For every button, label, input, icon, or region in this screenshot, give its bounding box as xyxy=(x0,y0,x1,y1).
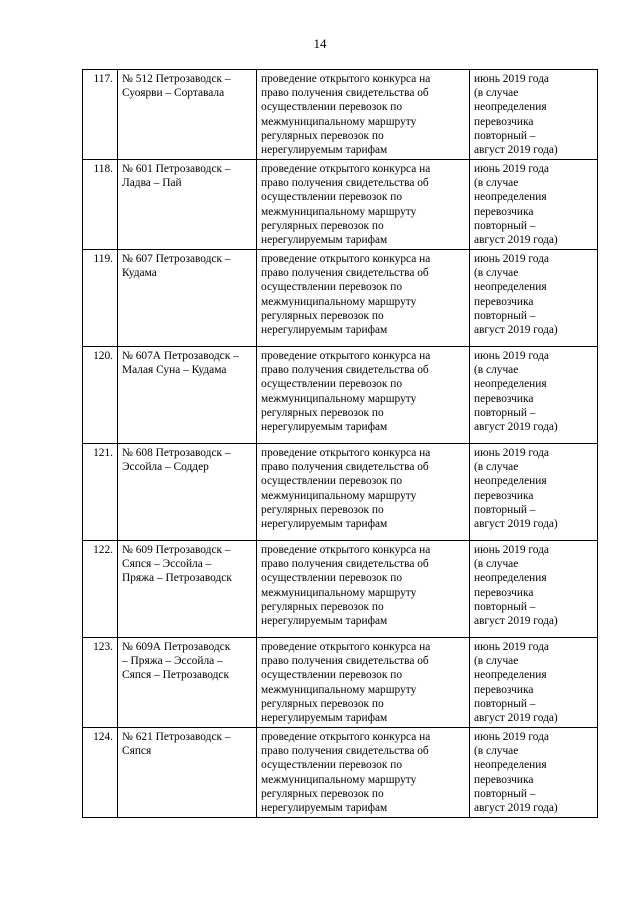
action-cell xyxy=(257,638,470,728)
route-cell xyxy=(118,444,257,541)
table-row xyxy=(83,70,598,160)
action-cell xyxy=(257,541,470,638)
route-cell xyxy=(118,70,257,160)
page-number: 14 xyxy=(313,36,327,51)
date-text: июнь 2019 года (в случае неопределения перевозчика повторный – август 2019 года) xyxy=(474,447,558,531)
date-cell xyxy=(470,160,598,250)
route-text: № 608 Петрозаводск – Эссойла – Соддер xyxy=(122,447,231,474)
date-cell xyxy=(470,250,598,347)
action-cell xyxy=(257,728,470,818)
table-row xyxy=(83,347,598,444)
table-row xyxy=(83,160,598,250)
table-row xyxy=(83,541,598,638)
action-text: проведение открытого конкурса на право получения свидетельства об осуществлении перевозок по межмуниципальному маршруту регулярных перевозок по нерегулируемым тарифам xyxy=(261,350,431,434)
route-text: № 609А Петрозаводск – Пряжа – Эссойла – Сяпся – Петрозаводск xyxy=(122,641,231,682)
route-text: № 601 Петрозаводск – Ладва – Пай xyxy=(122,163,231,190)
date-cell xyxy=(470,541,598,638)
row-number: 118. xyxy=(83,160,118,250)
date-text: июнь 2019 года (в случае неопределения перевозчика повторный – август 2019 года) xyxy=(474,253,558,337)
route-text: № 512 Петрозаводск – Суоярви – Сортавала xyxy=(122,73,231,100)
date-text: июнь 2019 года (в случае неопределения перевозчика повторный – август 2019 года) xyxy=(474,73,558,157)
action-text: проведение открытого конкурса на право получения свидетельства об осуществлении перевозок по межмуниципальному маршруту регулярных перевозок по нерегулируемым тарифам xyxy=(261,731,431,815)
date-text: июнь 2019 года (в случае неопределения перевозчика повторный – август 2019 года) xyxy=(474,731,558,815)
action-text: проведение открытого конкурса на право получения свидетельства об осуществлении перевозок по межмуниципальному маршруту регулярных перевозок по нерегулируемым тарифам xyxy=(261,641,431,725)
date-text: июнь 2019 года (в случае неопределения перевозчика повторный – август 2019 года) xyxy=(474,641,558,725)
action-text: проведение открытого конкурса на право получения свидетельства об осуществлении перевозок по межмуниципальному маршруту регулярных перевозок по нерегулируемым тарифам xyxy=(261,447,431,531)
row-number: 120. xyxy=(83,347,118,444)
action-cell xyxy=(257,347,470,444)
action-text: проведение открытого конкурса на право получения свидетельства об осуществлении перевозок по межмуниципальному маршруту регулярных перевозок по нерегулируемым тарифам xyxy=(261,544,431,628)
route-text: № 621 Петрозаводск – Сяпся xyxy=(122,731,231,758)
route-text: № 607 Петрозаводск – Кудама xyxy=(122,253,231,280)
action-text: проведение открытого конкурса на право получения свидетельства об осуществлении перевозок по межмуниципальному маршруту регулярных перевозок по нерегулируемым тарифам xyxy=(261,163,431,247)
date-cell xyxy=(470,728,598,818)
action-cell xyxy=(257,250,470,347)
route-cell xyxy=(118,160,257,250)
route-cell xyxy=(118,347,257,444)
action-text: проведение открытого конкурса на право получения свидетельства об осуществлении перевозок по межмуниципальному маршруту регулярных перевозок по нерегулируемым тарифам xyxy=(261,253,431,337)
route-cell xyxy=(118,250,257,347)
row-number: 119. xyxy=(83,250,118,347)
route-text: № 609 Петрозаводск – Сяпся – Эссойла – Пряжа – Петрозаводск xyxy=(122,544,232,585)
action-text: проведение открытого конкурса на право получения свидетельства об осуществлении перевозок по межмуниципальному маршруту регулярных перевозок по нерегулируемым тарифам xyxy=(261,73,431,157)
row-number: 123. xyxy=(83,638,118,728)
action-cell xyxy=(257,70,470,160)
route-cell xyxy=(118,638,257,728)
table-row xyxy=(83,250,598,347)
row-number: 117. xyxy=(83,70,118,160)
date-text: июнь 2019 года (в случае неопределения перевозчика повторный – август 2019 года) xyxy=(474,350,558,434)
date-cell xyxy=(470,347,598,444)
date-cell xyxy=(470,70,598,160)
date-text: июнь 2019 года (в случае неопределения перевозчика повторный – август 2019 года) xyxy=(474,163,558,247)
route-cell xyxy=(118,541,257,638)
date-cell xyxy=(470,444,598,541)
route-cell xyxy=(118,728,257,818)
table-row xyxy=(83,444,598,541)
date-text: июнь 2019 года (в случае неопределения перевозчика повторный – август 2019 года) xyxy=(474,544,558,628)
table-row xyxy=(83,638,598,728)
row-number: 122. xyxy=(83,541,118,638)
table-row xyxy=(83,728,598,818)
schedule-table xyxy=(82,69,598,818)
route-text: № 607А Петрозаводск – Малая Суна – Кудама xyxy=(122,350,239,377)
date-cell xyxy=(470,638,598,728)
row-number: 121. xyxy=(83,444,118,541)
action-cell xyxy=(257,160,470,250)
action-cell xyxy=(257,444,470,541)
row-number: 124. xyxy=(83,728,118,818)
